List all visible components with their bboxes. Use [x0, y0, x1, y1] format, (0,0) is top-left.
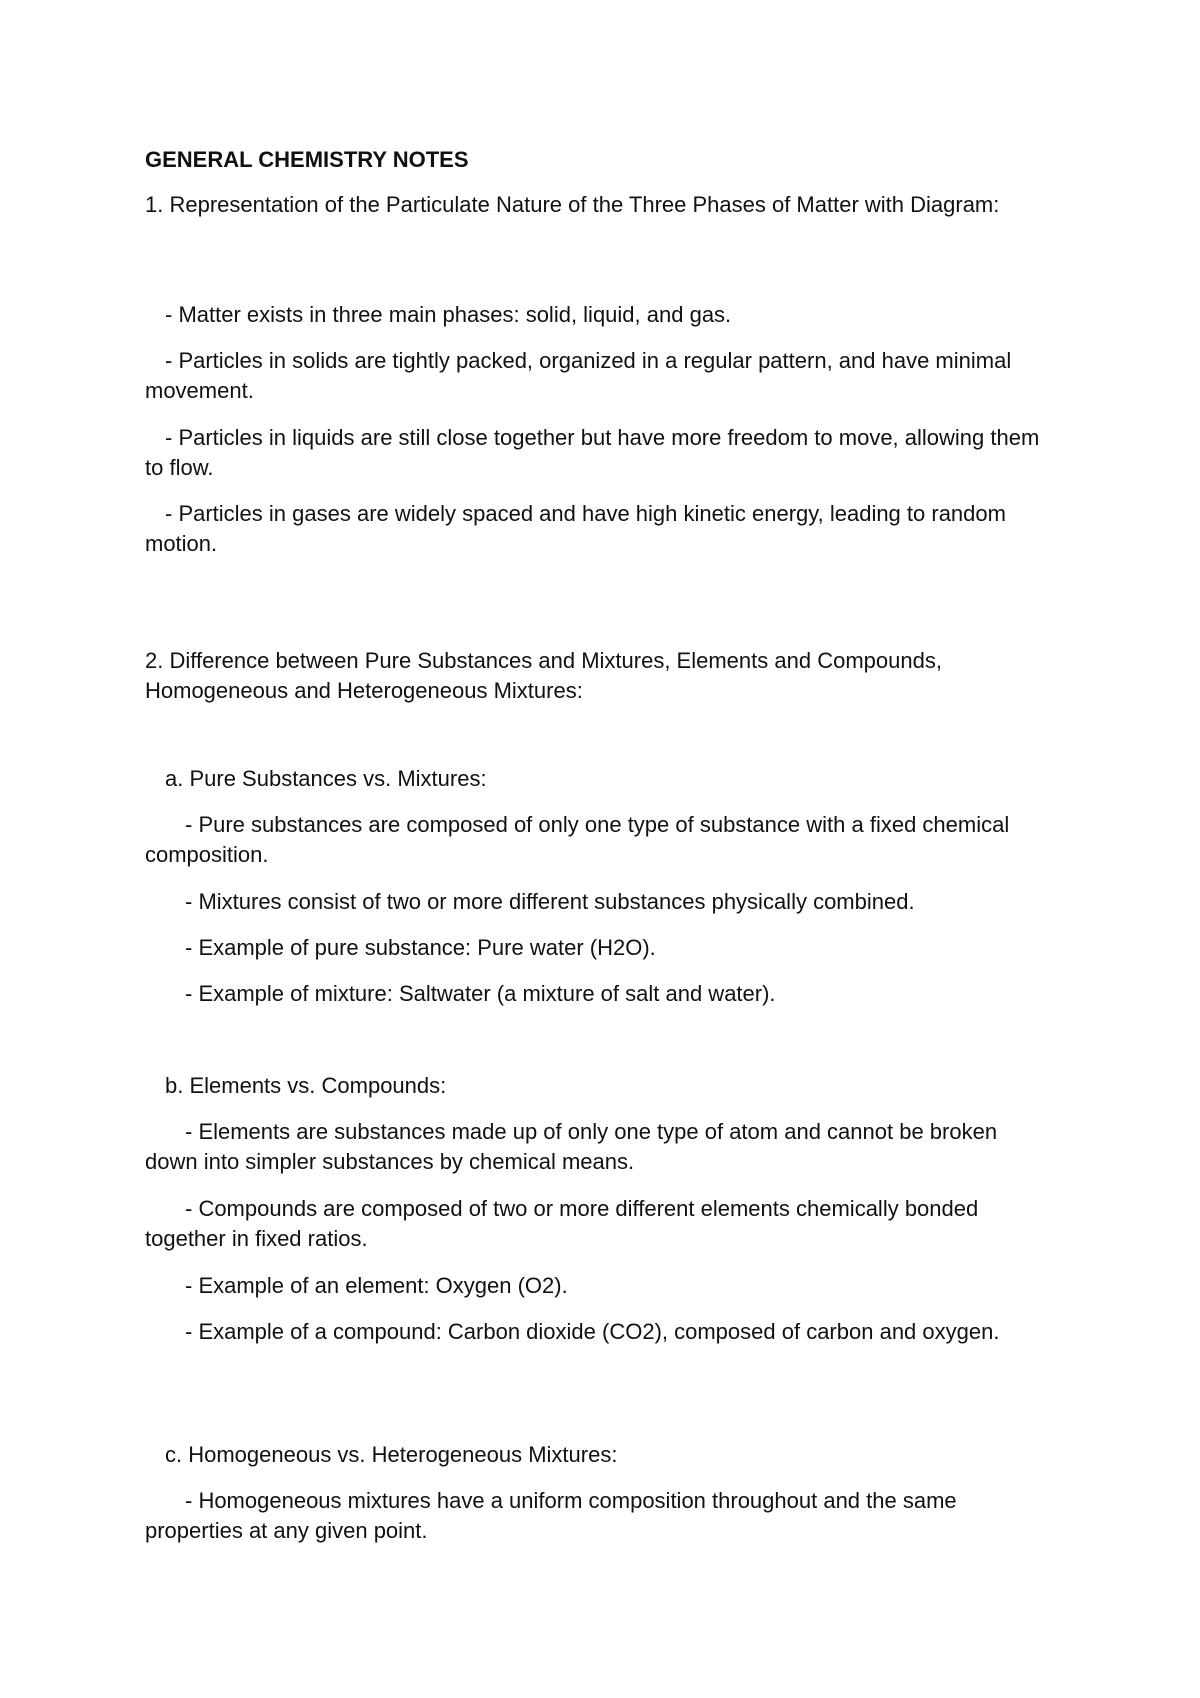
section-2c-bullet-1: - Homogeneous mixtures have a uniform composition throughout and the same properties at any given point. — [145, 1488, 957, 1543]
section-2b-heading: b. Elements vs. Compounds: — [165, 1073, 447, 1098]
section-2-heading: 2. Difference between Pure Substances and Mixtures, Elements and Compounds, Homogeneous and Heterogeneous Mixtures: — [145, 648, 942, 703]
section-2a-heading: a. Pure Substances vs. Mixtures: — [165, 766, 487, 791]
section-2a-bullet-4: - Example of mixture: Saltwater (a mixture of salt and water). — [185, 981, 776, 1006]
section-2c-heading: c. Homogeneous vs. Heterogeneous Mixtures: — [165, 1442, 618, 1467]
section-2b-bullet-1: - Elements are substances made up of only one type of atom and cannot be broken down into simpler substances by chemical means. — [145, 1119, 998, 1174]
section-2b-bullet-2: - Compounds are composed of two or more different elements chemically bonded together in fixed ratios. — [145, 1196, 979, 1251]
section-1-bullet-2: - Particles in solids are tightly packed, organized in a regular pattern, and have minimal movement. — [145, 348, 1012, 403]
section-1-bullet-4: - Particles in gases are widely spaced and have high kinetic energy, leading to random motion. — [145, 501, 1006, 556]
section-2b-bullet-4: - Example of a compound: Carbon dioxide (CO2), composed of carbon and oxygen. — [185, 1319, 1000, 1344]
section-2a-bullet-3: - Example of pure substance: Pure water (H2O). — [185, 935, 656, 960]
section-1-bullet-1: - Matter exists in three main phases: solid, liquid, and gas. — [165, 302, 732, 327]
document-title: GENERAL CHEMISTRY NOTES — [145, 147, 469, 172]
section-1-bullet-3: - Particles in liquids are still close together but have more freedom to move, allowing them to flow. — [145, 425, 1040, 480]
section-2a-bullet-2: - Mixtures consist of two or more different substances physically combined. — [185, 889, 915, 914]
section-2b-bullet-3: - Example of an element: Oxygen (O2). — [185, 1273, 568, 1298]
section-2a-bullet-1: - Pure substances are composed of only one type of substance with a fixed chemical composition. — [145, 812, 1010, 867]
section-1-heading: 1. Representation of the Particulate Nature of the Three Phases of Matter with Diagram: — [145, 192, 1000, 217]
